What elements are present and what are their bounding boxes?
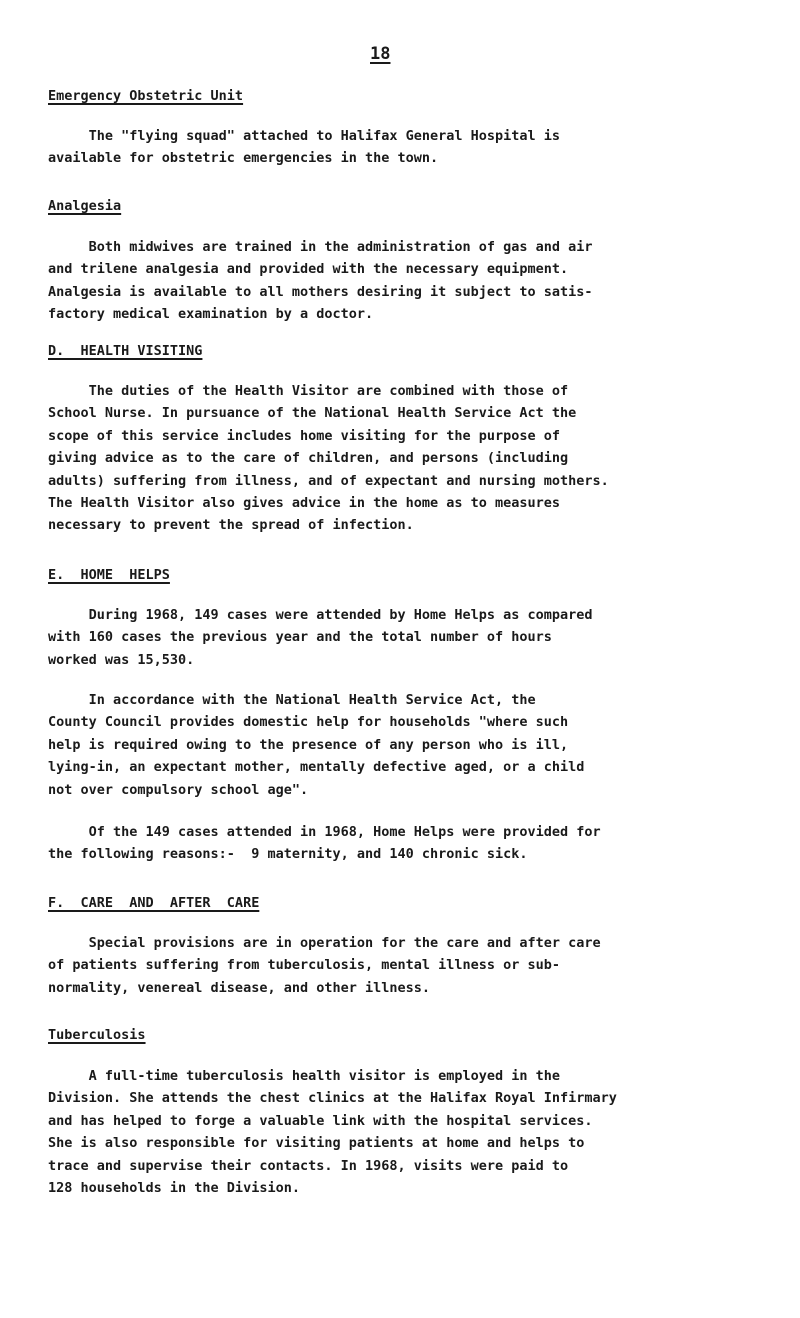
text-line: with 160 cases the previous year and the total number of hours [48,629,552,646]
text-line: The "flying squad" attached to Halifax General Hospital is [48,128,561,144]
text-line: Special provisions are in operation for the care and after care [48,935,601,951]
paragraph-home-helps-1 [48,604,768,671]
text-line: The duties of the Health Visitor are combined with those of [48,383,569,399]
text-line: adults) suffering from illness, and of expectant and nursing mothers. [48,472,609,489]
text-line: and trilene analgesia and provided with the necessary equipment. [48,261,569,278]
paragraph-analgesia [48,236,768,326]
heading-tuberculosis: Tuberculosis [48,1027,146,1043]
text-line: She is also responsible for visiting patients at home and helps to [48,1135,585,1152]
text-line: The Health Visitor also gives advice in the home as to measures [48,495,561,512]
text-line: trace and supervise their contacts. In 1968, visits were paid to [48,1157,569,1174]
heading-analgesia: Analgesia [48,198,122,214]
text-line: worked was 15,530. [48,651,195,668]
text-line: A full-time tuberculosis health visitor is employed in the [48,1068,561,1084]
text-line: normality, venereal disease, and other illness. [48,979,431,996]
text-line: lying-in, an expectant mother, mentally defective aged, or a child [48,759,585,776]
paragraph-health-visiting [48,380,768,537]
paragraph-tuberculosis [48,1065,768,1199]
text-line: In accordance with the National Health Service Act, the [48,692,536,708]
text-line: Both midwives are trained in the administration of gas and air [48,239,593,255]
text-line: of patients suffering from tuberculosis, mental illness or sub- [48,957,561,974]
text-line: 128 households in the Division. [48,1180,300,1197]
text-line: During 1968, 149 cases were attended by Home Helps as compared [48,607,593,623]
text-line: the following reasons:- 9 maternity, and 140 chronic sick. [48,846,528,863]
text-line: not over compulsory school age". [48,781,309,798]
paragraph-care-and-after-care [48,932,768,999]
heading-home-helps: E. HOME HELPS [48,567,170,583]
text-line: Division. She attends the chest clinics at the Halifax Royal Infirmary [48,1090,617,1107]
paragraph-home-helps-2 [48,689,768,801]
paragraph-home-helps-3 [48,821,768,866]
text-line: and has helped to forge a valuable link with the hospital services. [48,1112,593,1129]
text-line: available for obstetric emergencies in the town. [48,150,439,167]
text-line: scope of this service includes home visiting for the purpose of [48,427,561,444]
text-line: necessary to prevent the spread of infection. [48,517,414,534]
paragraph-emergency-obstetric-unit [48,125,768,170]
text-line: help is required owing to the presence of any person who is ill, [48,736,569,753]
text-line: Analgesia is available to all mothers desiring it subject to satis- [48,283,593,300]
text-line: giving advice as to the care of children, and persons (including [48,450,569,467]
heading-emergency-obstetric-unit: Emergency Obstetric Unit [48,88,244,104]
text-line: factory medical examination by a doctor. [48,306,374,323]
text-line: School Nurse. In pursuance of the National Health Service Act the [48,405,577,422]
text-line: Of the 149 cases attended in 1968, Home Helps were provided for [48,824,601,840]
heading-care-and-after-care: F. CARE AND AFTER CARE [48,895,260,911]
page-number: 18 [370,44,391,64]
text-line: County Council provides domestic help for households "where such [48,714,569,731]
heading-health-visiting: D. HEALTH VISITING [48,343,203,359]
